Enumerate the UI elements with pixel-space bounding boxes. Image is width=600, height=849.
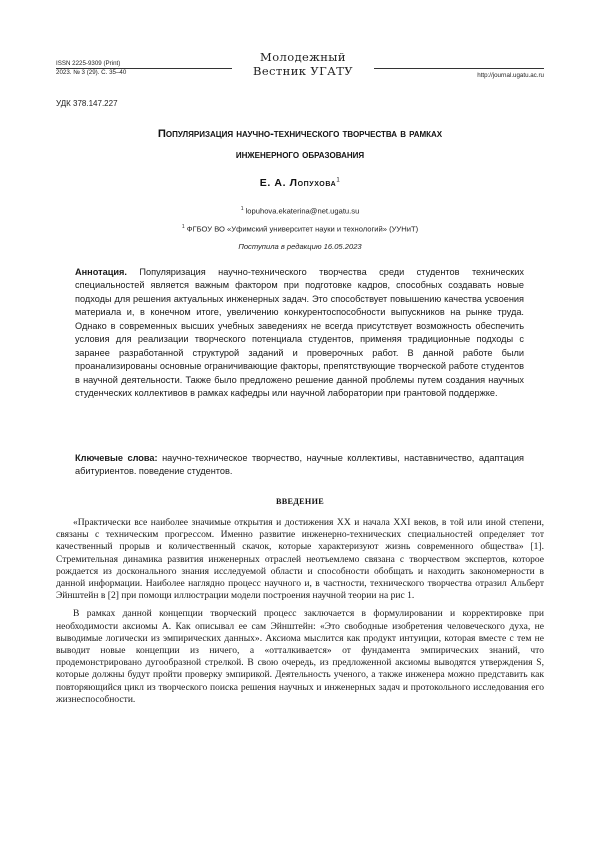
header-rule-right [374, 68, 544, 69]
article-title [56, 124, 544, 166]
affiliation-sup: 1 [181, 224, 185, 230]
journal-name-line1: Молодежный [260, 50, 346, 64]
journal-url[interactable]: http://journal.ugatu.ac.ru [477, 72, 544, 79]
article-title-line2: инженерного образования [235, 149, 365, 161]
email-sup: 1 [240, 206, 244, 212]
journal-header [56, 46, 544, 86]
issue-number: 2023. № 3 (29). С. 35–40 [56, 69, 127, 76]
body-text [56, 517, 544, 706]
paragraph: В рамках данной концепции творческий процесс заключается в формулировании и корректировке при необходимости аксиомы А. Как описывал ее сам Эйнштейн: «Это свободные изобретения человеческого духа, не выводимые логически из эмпирических данных». Аксиома мыслится как продукт интуиции, которая вместе с тем не выводит новые концепции из ничего, а «отталкивается» от фундамента эмпирических знаний, что продемонстрировано дугообразной стрелкой. В свою очередь, из предложенной аксиомы выводятся утверждения S, которые должны будут пройти проверку эмпирикой. Деятельность ученого, а также инженера можно представить как повторяющийся цикл из творческого поиска решения научных и инженерных задач и протокольного исследования его жизнеспособности. [56, 608, 544, 705]
keywords [75, 452, 524, 479]
udk-code: УДК 378.147.227 [56, 99, 118, 108]
journal-name-line2: Вестник УГАТУ [252, 64, 354, 78]
author-email [56, 206, 544, 216]
paragraph: «Практически все наиболее значимые открытия и достижения XX и начала XXI веков, в той или иной степени, связаны с техническим прогрессом. Именно развитие инженерно-технических специальностей определяет тот качественный прорыв и количественный скачок, которые характеризуют жизнь современного общества» [1]. Стремительная динамика развития инженерных отраслей неотъемлемо связана с творчеством экспертов, которое рождается из досконального знания исследуемой области и способности обобщать и находить закономерности в данной информации. Наиболее наглядно процесс научного и, в частности, технического творчества отразил Альберт Эйнштейн в [2] при помощи иллюстрации модели построения научной теории на рис 1. [56, 517, 544, 602]
header-rule-left [56, 68, 232, 69]
affiliation-text: ФГБОУ ВО «Уфимский университет науки и технологий» (УУНиТ) [186, 224, 419, 234]
abstract-label: Аннотация. [75, 267, 127, 277]
article-title-line1: Популяризация научно-технического творчества в рамках [157, 128, 443, 140]
issn: ISSN 2225-9309 (Print) [56, 60, 121, 67]
received-date: Поступила в редакцию 16.05.2023 [238, 242, 362, 251]
journal-name [240, 50, 366, 78]
abstract-text: Популяризация научно-технического творчества среди студентов технических специальностей является важным фактором при подготовке кадров, способных создавать новые подходы для решения актуальных инженерных задач. Это способствует повышению качества усвоения материала и, в конечном итоге, увеличению конкурентоспособности выпускников на рынке труда. Однако в современных высших учебных заведениях не всегда присутствует возможность обеспечить условия для реализации творческого потенциала студентов, применяя традиционные подходы с заранее разработанной структурой заданий и проверочных работ. В данной работе были проанализированы основные ограничивающие факторы, препятствующие творческой работе студентов в научной деятельности. Также было предложено решение данной проблемы путем создания научных студенческих коллективов в рамках кафедры или научной лаборатории при грантовой поддержке. [75, 267, 524, 399]
section-title: ВВЕДЕНИЕ [275, 497, 325, 506]
author-sup: 1 [336, 177, 341, 184]
author-name: Е. А. Лопухова [259, 177, 337, 189]
author [56, 177, 544, 189]
keywords-label: Ключевые слова: [75, 453, 158, 463]
affiliation [56, 224, 544, 234]
abstract [75, 266, 524, 401]
email-text[interactable]: lopuhova.ekaterina@net.ugatu.su [245, 206, 360, 216]
keywords-text: научно-техническое творчество, научные коллективы, наставничество, адаптация абитуриентов. поведение студентов. [75, 453, 524, 477]
